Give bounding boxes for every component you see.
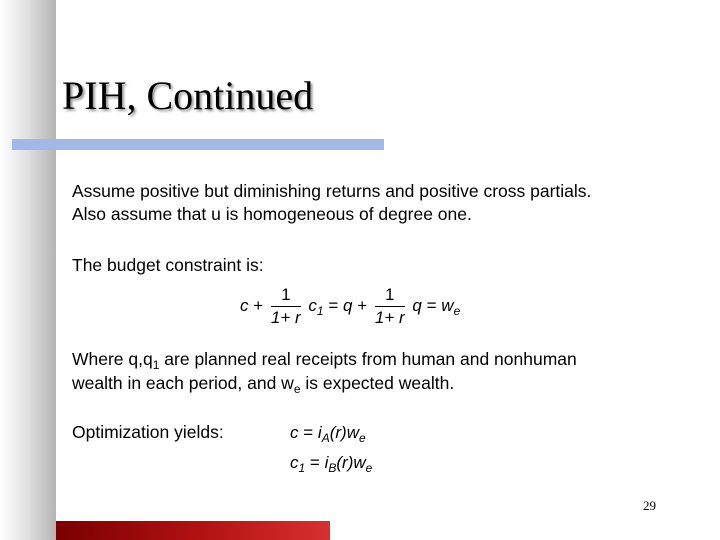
opt1-w: w [346,423,359,442]
para3-line2 [72,373,454,400]
left-decor-edge [30,0,56,540]
opt1-i: i [317,423,322,442]
budget-intro: The budget constraint is: [72,255,264,275]
budget-equation [240,284,460,329]
eq-q: q [343,295,353,315]
opt2-lhs-sub: 1 [298,461,306,475]
eq-c: c [240,295,249,315]
para1-line2: Also assume that u is homogeneous of degree one. [72,204,472,224]
opt2-lhs: c [290,453,299,472]
eq-q2: q [412,295,422,315]
opt2-w-sub: e [365,461,373,475]
opt2-i: i [324,453,329,472]
para3-line2-post: is expected wealth. [300,373,455,393]
eq-plus2: + [357,295,368,315]
eq-frac1 [271,284,301,329]
eq-w: w [441,295,454,315]
eq-c1-sub: 1 [316,303,324,318]
eq-equals1: = [328,295,339,315]
para3-line1-sub: 1 [152,358,160,372]
page-number: 29 [643,498,656,513]
opt2-i-sub: B [328,461,337,475]
eq-w-sub: e [453,303,461,318]
eq-frac1-den: 1+ r [270,308,301,327]
opt2-w: w [353,453,366,472]
eq-frac2-num: 1 [375,284,405,307]
opt1-equals: = [303,423,314,442]
optimization-label: Optimization yields: [72,422,224,442]
eq-plus1: + [253,295,264,315]
opt1-i-sub: A [321,431,330,445]
opt2-arg: (r) [336,453,354,472]
para3-line2-sub: e [293,382,301,396]
para1-line1: Assume positive but diminishing returns and positive cross partials. [72,181,592,201]
opt-equation-1 [290,423,366,445]
eq-equals2: = [426,295,437,315]
opt2-equals: = [309,453,320,472]
title-underline [12,139,384,150]
para3-line2-pre: wealth in each period, and w [72,373,294,393]
opt-equation-2 [290,453,372,475]
opt1-w-sub: e [358,431,366,445]
eq-frac2-den: 1+ r [374,308,405,327]
opt1-arg: (r) [329,423,347,442]
para3-line1-post: are planned real receipts from human and nonhuman [159,349,577,369]
eq-c1: c [308,295,317,315]
slide-title: PIH, Continued [62,73,314,118]
eq-frac2 [375,284,405,329]
bottom-decor-bar [56,521,330,540]
para3-line1-pre: Where q,q [72,349,153,369]
para3-line1 [72,349,577,376]
eq-frac1-num: 1 [271,284,301,307]
opt1-lhs: c [290,423,299,442]
